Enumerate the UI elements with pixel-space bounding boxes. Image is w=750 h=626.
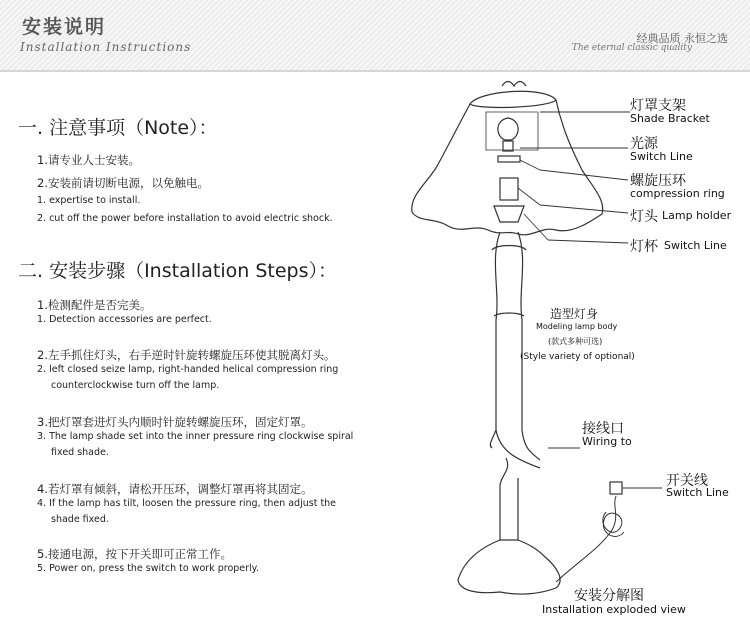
step-en: 5. Power on, press the switch to work properly. bbox=[37, 563, 259, 574]
label-switch-line-en: Switch Line bbox=[666, 486, 729, 499]
label-lamp-holder: 灯头 bbox=[630, 209, 658, 225]
shade-cap bbox=[470, 91, 556, 107]
plug-shape bbox=[610, 482, 622, 494]
label-wiring-en: Wiring to bbox=[582, 435, 632, 448]
step-cn: 4.若灯罩有倾斜，请松开压环，调整灯罩再将其固定。 bbox=[37, 482, 313, 496]
lampshade bbox=[412, 100, 603, 235]
page-subtitle: Installation Instructions bbox=[20, 40, 192, 54]
label-lamp-body-note-en: (Style variety of optional) bbox=[520, 352, 635, 362]
note-item: 2. cut off the power before installation to avoid electric shock. bbox=[37, 213, 333, 224]
brand-slogan-en: The eternal classic quality bbox=[571, 43, 692, 53]
label-shade-bracket: 灯罩支架 bbox=[630, 98, 686, 114]
step-en: 1. Detection accessories are perfect. bbox=[37, 314, 212, 325]
diagram-caption-en: Installation exploded view bbox=[542, 603, 686, 616]
label-lamp-holder-en: Lamp holder bbox=[662, 209, 732, 222]
lamp-base bbox=[458, 540, 560, 594]
label-lamp-cup: 灯杯 bbox=[630, 239, 658, 255]
label-lamp-body: 造型灯身 bbox=[550, 307, 599, 321]
step-en: 2. left closed seize lamp, right-handed helical compression ring bbox=[37, 364, 339, 375]
step-cn: 1.检测配件是否完美。 bbox=[37, 298, 152, 312]
step-en: shade fixed. bbox=[51, 514, 109, 525]
step-en: counterclockwise turn off the lamp. bbox=[51, 380, 220, 391]
note-item: 1. expertise to install. bbox=[37, 195, 141, 206]
step-en: fixed shade. bbox=[51, 447, 109, 458]
note-item: 2.安装前请切断电源，以免触电。 bbox=[37, 176, 209, 190]
page-title: 安装说明 bbox=[22, 16, 107, 38]
label-light-source-en: Switch Line bbox=[630, 150, 693, 163]
step-cn: 3.把灯罩套进灯头内顺时针旋转螺旋压环，固定灯罩。 bbox=[37, 415, 313, 429]
label-shade-bracket-en: Shade Bracket bbox=[630, 112, 710, 125]
label-lamp-body-note: (款式多种可选) bbox=[548, 337, 603, 346]
label-wiring: 接线口 bbox=[582, 421, 624, 437]
label-lamp-cup-en: Switch Line bbox=[664, 239, 727, 252]
step-cn: 2.左手抓住灯头，右手逆时针旋转螺旋压环使其脱离灯头。 bbox=[37, 348, 336, 362]
note-item: 1.请专业人士安装。 bbox=[37, 153, 140, 167]
step-cn: 5.接通电源，按下开关即可正常工作。 bbox=[37, 547, 232, 561]
label-switch-line: 开关线 bbox=[666, 473, 708, 489]
label-compression-ring-en: compression ring bbox=[630, 187, 725, 200]
step-en: 4. If the lamp has tilt, loosen the pressure ring, then adjust the bbox=[37, 498, 337, 509]
label-compression-ring: 螺旋压环 bbox=[630, 173, 686, 189]
bulb-shape bbox=[498, 118, 518, 140]
lamp-body bbox=[490, 232, 522, 448]
lamp-cup bbox=[494, 206, 524, 222]
label-light-source: 光源 bbox=[630, 136, 658, 152]
steps-heading: 二. 安装步骤（Installation Steps）： bbox=[18, 260, 338, 282]
note-heading: 一. 注意事项（Note）： bbox=[18, 117, 218, 139]
diagram-caption: 安装分解图 bbox=[574, 588, 644, 604]
step-en: 3. The lamp shade set into the inner pressure ring clockwise spiral bbox=[37, 431, 354, 442]
brand-slogan: 经典品质 永恒之选 bbox=[636, 32, 728, 45]
label-lamp-body-en: Modeling lamp body bbox=[536, 322, 618, 331]
finial-shape bbox=[502, 82, 526, 87]
